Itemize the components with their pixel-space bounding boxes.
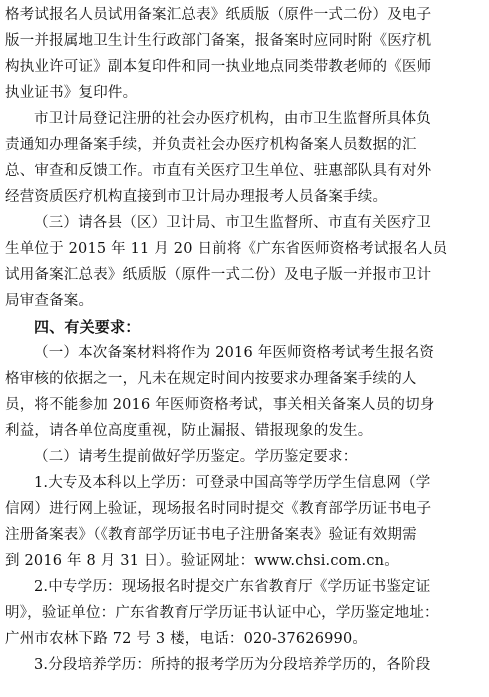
- paragraph-line: 生单位于 2015 年 11 月 20 日前将《广东省医师资格考试报名人员: [5, 241, 448, 257]
- section-heading: 四、有关要求：: [34, 318, 141, 336]
- paragraph-line: 1.大专及本科以上学历：可登录中国高等学历学生信息网（学: [34, 475, 431, 491]
- paragraph-line: 责通知办理备案手续，并负责社会办医疗机构备案人员数据的汇: [5, 137, 417, 153]
- paragraph-line: 市卫计局登记注册的社会办医疗机构，由市卫生监督所具体负: [34, 111, 431, 127]
- paragraph-line: 执业证书》复印件。: [5, 85, 138, 101]
- paragraph-line: 格审核的依据之一，凡未在规定时间内按要求办理备案手续的人: [5, 371, 417, 387]
- paragraph-line: 利益，请各单位高度重视，防止漏报、错报现象的发生。: [5, 423, 373, 439]
- paragraph-line: 版一并报属地卫生计生行政部门备案，报备案时应同时附《医疗机: [5, 33, 432, 49]
- paragraph-line: 试用备案汇总表》纸质版（原件一式二份）及电子版一并报市卫计: [5, 267, 432, 283]
- paragraph-line: 员，将不能参加 2016 年医师资格考试，事关相关备案人员的切身: [5, 397, 435, 413]
- paragraph-line: 局审查备案。: [5, 293, 94, 309]
- paragraph-line: 到 2016 年 8 月 31 日）。验证网址：www.chsi.com.cn。: [5, 553, 399, 569]
- paragraph-line: 3.分段培养学历：所持的报考学历为分段培养学历的，各阶段: [34, 657, 431, 673]
- paragraph-line: 明》，验证单位：广东省教育厅学历证书认证中心，学历鉴定地址：: [5, 605, 439, 621]
- paragraph-line: 信网）进行网上验证，现场报名时同时提交《教育部学历证书电子: [5, 501, 432, 517]
- paragraph-line: 广州市农林下路 72 号 3 楼，电话：020-37626990。: [5, 631, 368, 647]
- paragraph-line: （二）请考生提前做好学历鉴定。学历鉴定要求：: [34, 449, 358, 465]
- paragraph-line: 构执业许可证》副本复印件和同一执业地点同类带教老师的《医师: [5, 59, 432, 75]
- paragraph-line: 格考试报名人员试用备案汇总表》纸质版（原件一式二份）及电子: [5, 7, 432, 23]
- paragraph-line: （一）本次备案材料将作为 2016 年医师资格考试考生报名资: [34, 345, 435, 361]
- paragraph-line: 总、审查和反馈工作。市直有关医疗卫生单位、驻惠部队具有对外: [5, 163, 432, 179]
- paragraph-line: （三）请各县（区）卫计局、市卫生监督所、市直有关医疗卫: [34, 215, 431, 231]
- paragraph-line: 经营资质医疗机构直接到市卫计局办理报考人员备案手续。: [5, 189, 388, 205]
- paragraph-line: 注册备案表》（《教育部学历证书电子注册备案表》验证有效期需: [5, 527, 417, 543]
- paragraph-line: 2.中专学历：现场报名时提交广东省教育厅《学历证书鉴定证: [34, 579, 431, 595]
